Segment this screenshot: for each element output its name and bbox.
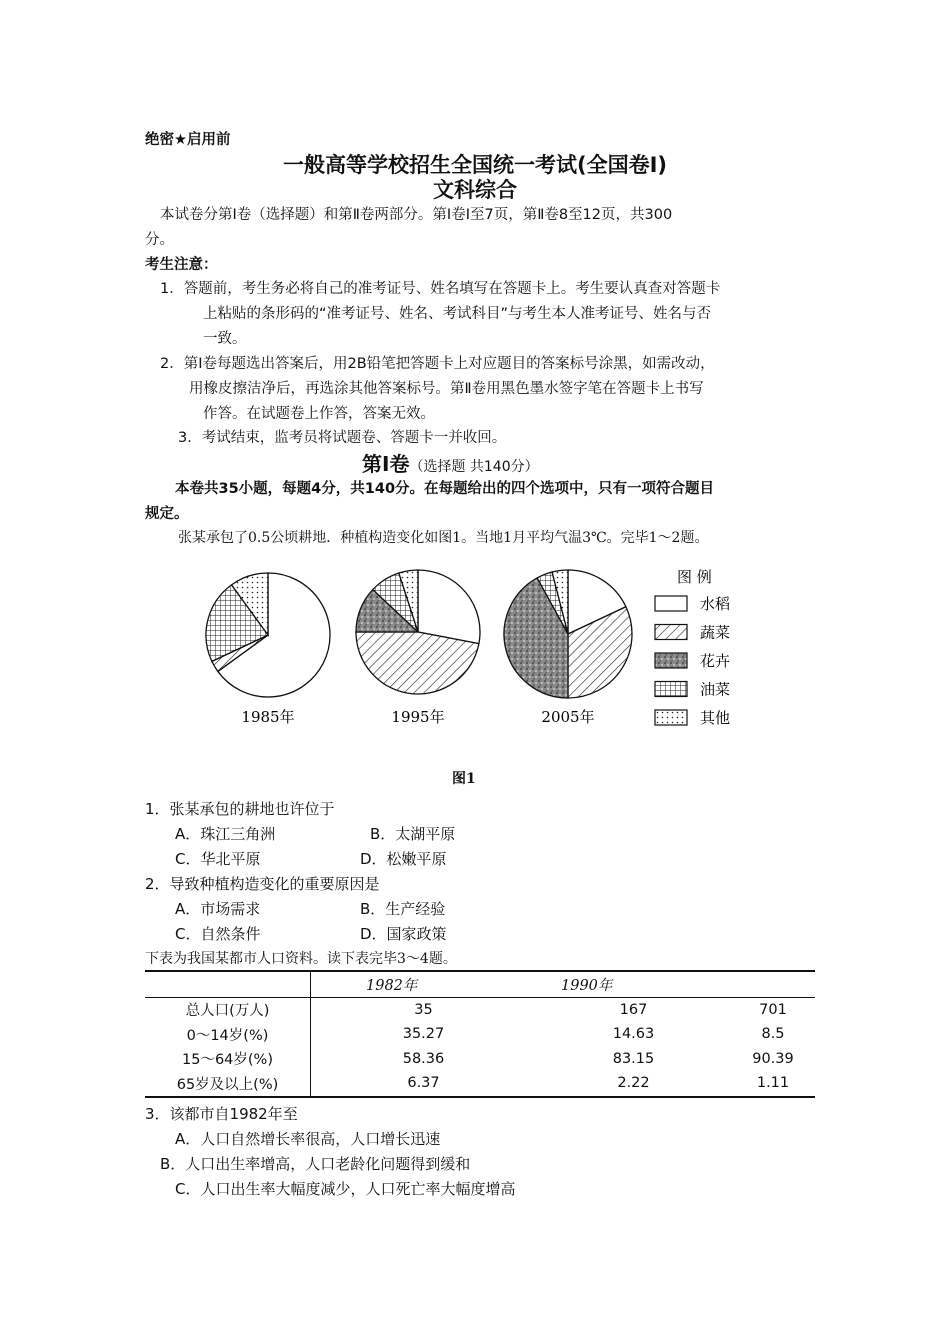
exam-title: 一般高等学校招生全国统一考试(全国卷Ⅰ) <box>282 153 667 177</box>
q2-option-c: C．自然条件 <box>175 925 261 943</box>
table-cell: 701 <box>759 1001 787 1018</box>
q1-stem: 1．张某承包的耕地也许位于 <box>145 800 335 818</box>
q3-stem: 3．该都市自1982年至 <box>145 1105 298 1123</box>
table-cell: 0～14岁(%) <box>145 1022 311 1047</box>
notice-heading: 考生注意： <box>145 257 218 273</box>
notice-item-2-line-3: 作答。在试题卷上作答，答案无效。 <box>203 406 435 422</box>
section-subtitle: （选择题 共140分） <box>409 459 539 475</box>
table-cell: 总人口(万人) <box>145 997 311 1022</box>
q2-option-a: A．市场需求 <box>175 900 261 918</box>
notice-item-1-line-1: 1．答题前，考生务必将自己的准考证号、姓名填写在答题卡上。考生要认真查对答题卡 <box>160 281 721 297</box>
table-row <box>145 1047 815 1072</box>
table-cell: 90.39 <box>752 1050 794 1067</box>
table-header-cell: 1990年 <box>561 977 613 994</box>
q2-option-d: D．国家政策 <box>360 925 447 943</box>
table-row <box>145 1022 815 1047</box>
pie-label: 1985年 <box>241 708 295 726</box>
table-header-row <box>145 971 815 997</box>
section-title: 第Ⅰ卷 <box>362 452 410 476</box>
q3-option-c: C．人口出生率大幅度减少，人口死亡率大幅度增高 <box>175 1180 516 1198</box>
notice-item-2-line-1: 2．第Ⅰ卷每题选出答案后，用2B铅笔把答题卡上对应题目的答案标号涂黑，如需改动， <box>160 356 715 372</box>
table-cell: 1.11 <box>756 1075 790 1092</box>
table-cell: 35.27 <box>402 1026 445 1043</box>
q1-2-stem: 张某承包了0.5公顷耕地．种植构造变化如图1。当地1月平均气温3℃。完毕1～2题。 <box>178 530 709 546</box>
section-instructions-line-1: 本卷共35小题，每题4分，共140分。在每题给出的四个选项中，只有一项符合题目 <box>175 481 715 497</box>
legend-label: 花卉 <box>700 652 731 670</box>
table-header-cell <box>145 971 311 997</box>
section-title-block <box>362 448 539 477</box>
intro-line-2: 分。 <box>145 232 174 248</box>
legend-label: 蔬菜 <box>700 623 731 642</box>
figure-caption: 图1 <box>452 771 476 787</box>
legend-label: 其他 <box>700 709 731 727</box>
table-cell: 58.36 <box>402 1050 445 1067</box>
table-cell: 2.22 <box>617 1075 650 1092</box>
table-cell: 167 <box>619 1001 648 1018</box>
table-cell: 6.37 <box>407 1075 440 1092</box>
table-cell: 83.15 <box>612 1050 655 1067</box>
notice-item-3: 3．考试结束，监考员将试题卷、答题卡一并收回。 <box>178 430 507 446</box>
legend-label: 油菜 <box>700 680 731 699</box>
table-cell: 14.63 <box>612 1026 655 1043</box>
table-header-cell: 1982年 <box>366 977 418 994</box>
pie-slice-2-0 <box>418 570 480 644</box>
table-cell: 35 <box>414 1001 433 1018</box>
notice-item-1-line-3: 一致。 <box>203 331 247 347</box>
pie-slice-2-1 <box>356 632 479 694</box>
pie-label: 1995年 <box>391 708 445 726</box>
q3-option-a: A．人口自然增长率很高，人口增长迅速 <box>175 1130 441 1148</box>
pie-label: 2005年 <box>541 708 595 726</box>
legend-swatch <box>655 682 687 697</box>
table-cell: 15～64岁(%) <box>145 1047 311 1072</box>
q3-4-stem: 下表为我国某都市人口资料。读下表完毕3～4题。 <box>145 951 457 967</box>
q1-option-d: D．松嫩平原 <box>360 850 447 868</box>
legend-label: 水稻 <box>700 595 731 613</box>
q1-option-b: B．太湖平原 <box>370 825 456 843</box>
table-row <box>145 1071 815 1097</box>
table-cell: 65岁及以上(%) <box>145 1071 311 1097</box>
legend-swatch <box>655 625 687 640</box>
legend-swatch <box>655 596 687 611</box>
q2-option-b: B．生产经验 <box>360 900 446 918</box>
table-header-cell <box>731 971 815 997</box>
secret-mark: 绝密★启用前 <box>145 132 231 148</box>
exam-subject: 文科综合 <box>433 178 517 202</box>
q1-option-a: A．珠江三角洲 <box>175 825 276 843</box>
q1-option-c: C．华北平原 <box>175 850 261 868</box>
intro-line-1: 本试卷分第Ⅰ卷（选择题）和第Ⅱ卷两部分。第Ⅰ卷Ⅰ至7页，第Ⅱ卷8至12页，共300 <box>160 207 673 223</box>
q3-option-b: B．人口出生率增高，人口老龄化问题得到缓和 <box>160 1155 471 1173</box>
q2-stem: 2．导致种植构造变化的重要原因是 <box>145 875 380 893</box>
legend-title: 图 例 <box>677 568 712 586</box>
population-table <box>145 970 815 1098</box>
table-row <box>145 997 815 1022</box>
legend-swatch <box>655 710 687 725</box>
legend-swatch <box>655 653 687 668</box>
table-cell: 8.5 <box>761 1026 785 1043</box>
section-instructions-line-2: 规定。 <box>145 506 189 522</box>
notice-item-2-line-2: 用橡皮擦洁净后，再选涂其他答案标号。第Ⅱ卷用黑色墨水签字笔在答题卡上书写 <box>189 381 704 397</box>
figure-1-pie-charts <box>190 560 760 735</box>
notice-item-1-line-2: 上粘贴的条形码的“准考证号、姓名、考试科目”与考生本人准考证号、姓名与否 <box>203 306 712 322</box>
